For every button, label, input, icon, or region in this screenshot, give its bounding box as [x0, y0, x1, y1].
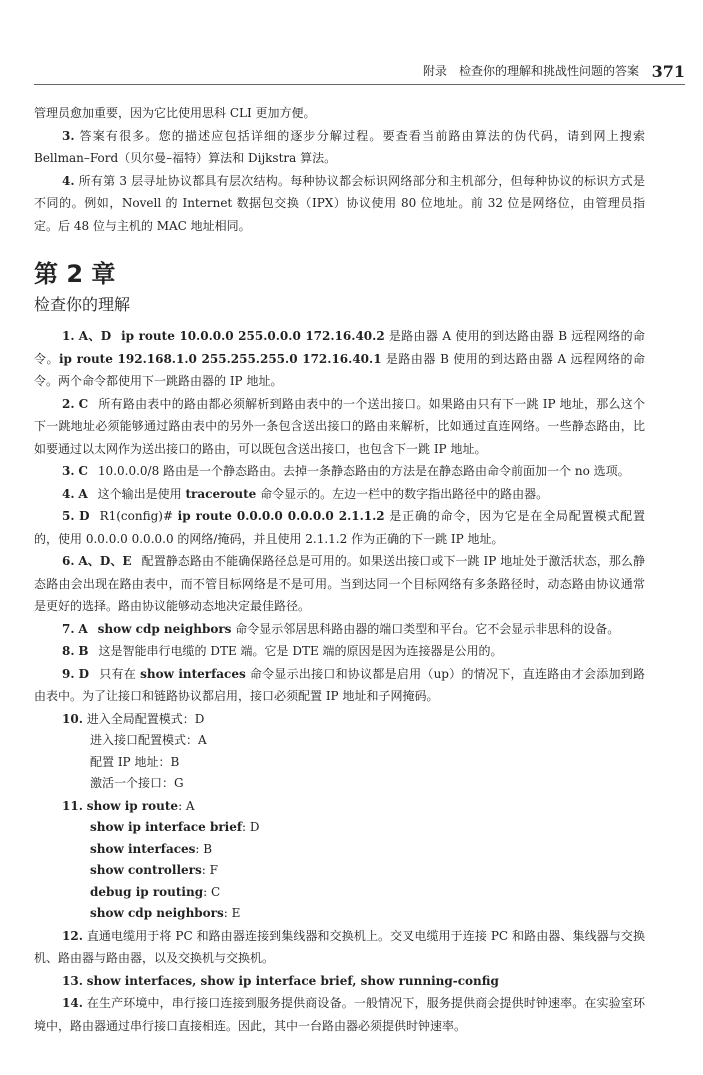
answer-item — [34, 393, 645, 461]
answer-letter: : A — [178, 798, 195, 813]
item-text: 命令显示出接口和协议都是启用（up）的情况下，直连路由才会添加到路由表中。为了让接口和链路协议都启用，接口必须配置 IP 地址和子网掩码。 — [34, 666, 645, 703]
answer-letter: B — [78, 644, 89, 658]
command-text: show ip route — [86, 798, 179, 813]
item-text: 在生产环境中，串行接口连接到服务提供商设备。一般情况下，服务提供商会提供时钟速率。在实验室环境中，路由器通过串行接口直接相连。因此，其中一台路由器必须提供时钟速率。 — [34, 996, 645, 1033]
item-text: 这是智能串行电缆的 DTE 端。它是 DTE 端的原因是因为连接器是公用的。 — [98, 644, 503, 658]
answer-item — [34, 708, 645, 731]
answer-item — [34, 460, 645, 483]
answer-item — [34, 505, 645, 550]
sub-item — [34, 860, 645, 882]
answer-letter: : F — [201, 863, 218, 877]
item-text: 10.0.0.0/8 路由是一个静态路由。去掉一条静态路由的方法是在静态路由命令前面加一个 no 选项。 — [97, 464, 630, 478]
answer-item — [34, 970, 645, 993]
page-number: 371 — [651, 62, 685, 81]
sub-item: 配置 IP 地址：B — [90, 754, 180, 769]
command-text: show interfaces, show ip interface brief, show running-config — [86, 973, 499, 988]
item-text: 所有路由表中的路由都必须解析到路由表中的一个送出接口。如果路由只有下一跳 IP 地址，那么这个下一跳地址必须能够通过路由表中的另外一条包含送出接口的路由来解析，比如通过直连网络。一些静态路由，比如要通过以太网作为送出接口的路由，可以既包含送出接口，也包含下一跳 IP 地址。 — [34, 396, 645, 456]
command-text: show interfaces — [90, 841, 196, 856]
paragraph: 管理员愈加重要，因为它比使用思科 CLI 更加方便。 — [34, 106, 316, 120]
command-text: show ip interface brief — [90, 820, 243, 834]
answer-letter: : C — [203, 884, 221, 899]
answer-item — [34, 925, 645, 970]
item-number: 3. — [62, 464, 75, 478]
answer-item — [34, 618, 645, 641]
answer-item — [34, 992, 645, 1037]
answer-letter: C — [78, 464, 88, 478]
answer-letter: D — [79, 509, 90, 523]
answer-letter: A — [78, 621, 88, 636]
sub-item — [34, 817, 645, 839]
chapter-title: 第 2 章 — [34, 260, 116, 288]
item-number: 3. — [62, 128, 75, 143]
item-text: 命令显示的。左边一栏中的数字指出路径中的路由器。 — [256, 486, 549, 501]
answer-letter: A、D、E — [78, 554, 132, 568]
running-title: 附录 检查你的理解和挑战性问题的答案 — [422, 64, 639, 78]
answer-item — [34, 325, 645, 393]
command-text: ip route 192.168.1.0 255.255.255.0 172.16.40.1 — [59, 351, 382, 366]
item-number: 6. — [62, 554, 75, 568]
answer-letter: C — [78, 396, 89, 411]
answer-letter: : D — [242, 820, 260, 834]
answer-item — [34, 640, 645, 663]
command-text: show interfaces — [140, 666, 246, 681]
item-text: 进入全局配置模式：D — [86, 711, 205, 726]
item-text: 是路由器 A 使用的到达路由器 B 远程网络的命令。 — [34, 329, 645, 366]
command-text: traceroute — [185, 486, 257, 501]
answer-item — [34, 483, 645, 506]
page-body — [34, 102, 645, 1037]
command-text: show cdp neighbors — [90, 906, 224, 920]
sub-item — [34, 839, 645, 861]
item-number: 8. — [62, 644, 75, 658]
answer-item — [34, 125, 645, 170]
answer-item — [34, 550, 645, 618]
item-number: 10. — [62, 711, 83, 726]
answer-letter: : B — [195, 841, 213, 856]
item-text: 这个输出是使用 — [97, 486, 186, 501]
command-text: show cdp neighbors — [97, 621, 232, 636]
command-text: ip route 10.0.0.0 255.0.0.0 172.16.40.2 — [121, 329, 385, 343]
item-number: 5. — [62, 509, 75, 523]
answer-letter: : E — [223, 906, 241, 920]
item-text: 直通电缆用于将 PC 和路由器连接到集线器和交换机上。交叉电缆用于连接 PC 和路由器、集线器与交换机、路由器与路由器，以及交换机与交换机。 — [34, 928, 645, 965]
command-text: debug ip routing — [90, 884, 204, 899]
sub-item: 激活一个接口：G — [90, 776, 184, 790]
section-title: 检查你的理解 — [34, 295, 131, 314]
running-header — [34, 58, 685, 85]
item-number: 1. — [62, 329, 75, 343]
answer-item — [34, 170, 645, 238]
item-number: 12. — [62, 928, 83, 943]
sub-item — [34, 882, 645, 904]
item-text: 命令显示邻居思科路由器的端口类型和平台。它不会显示非思科的设备。 — [231, 621, 620, 636]
item-number: 4. — [62, 486, 75, 501]
answer-letter: D — [78, 666, 90, 681]
item-text: 所有第 3 层寻址协议都具有层次结构。每种协议都会标识网络部分和主机部分，但每种协议的标识方式是不同的。例如，Novell 的 Internet 数据包交换（IPX）协议使用 80 位地址。前 32 位是网络位，由管理员指定。后 48 位与主机的 MAC 地址相同。 — [34, 173, 645, 233]
prompt-text: R1(config)# — [99, 509, 178, 523]
answer-letter: A — [78, 486, 88, 501]
sub-item: 进入接口配置模式：A — [90, 733, 207, 747]
item-text: 是路由器 B 使用的到达路由器 A 远程网络的命令。两个命令都使用下一跳路由器的 IP 地址。 — [34, 351, 645, 388]
item-number: 11. — [62, 798, 83, 813]
item-number: 4. — [62, 173, 75, 188]
item-number: 2. — [62, 396, 75, 411]
answer-item — [34, 795, 645, 818]
item-number: 14. — [62, 996, 83, 1010]
item-text: 配置静态路由不能确保路径总是可用的。如果送出接口或下一跳 IP 地址处于激活状态，那么静态路由会出现在路由表中，而不管目标网络是不是可用。当到达同一个目标网络有多条路径时，动态路由协议通常是更好的选择。路由协议能够动态地决定最佳路径。 — [34, 554, 645, 613]
command-text: show controllers — [90, 863, 202, 877]
answer-letter: A、D — [78, 329, 112, 343]
answer-item — [34, 663, 645, 708]
item-number: 9. — [62, 666, 75, 681]
item-text: 是正确的命令，因为它是在全局配置模式配置的，使用 0.0.0.0 0.0.0.0 的网络/掩码，并且使用 2.1.1.2 作为正确的下一跳 IP 地址。 — [34, 509, 645, 546]
item-text: 答案有很多。您的描述应包括详细的逐步分解过程。要查看当前路由算法的伪代码，请到网上搜索 Bellman–Ford（贝尔曼–福特）算法和 Dijkstra 算法。 — [34, 128, 645, 165]
item-number: 7. — [62, 621, 75, 636]
item-text: 只有在 — [99, 666, 141, 681]
item-number: 13. — [62, 973, 83, 988]
sub-item — [34, 903, 645, 925]
command-text: ip route 0.0.0.0 0.0.0.0 2.1.1.2 — [177, 509, 385, 523]
